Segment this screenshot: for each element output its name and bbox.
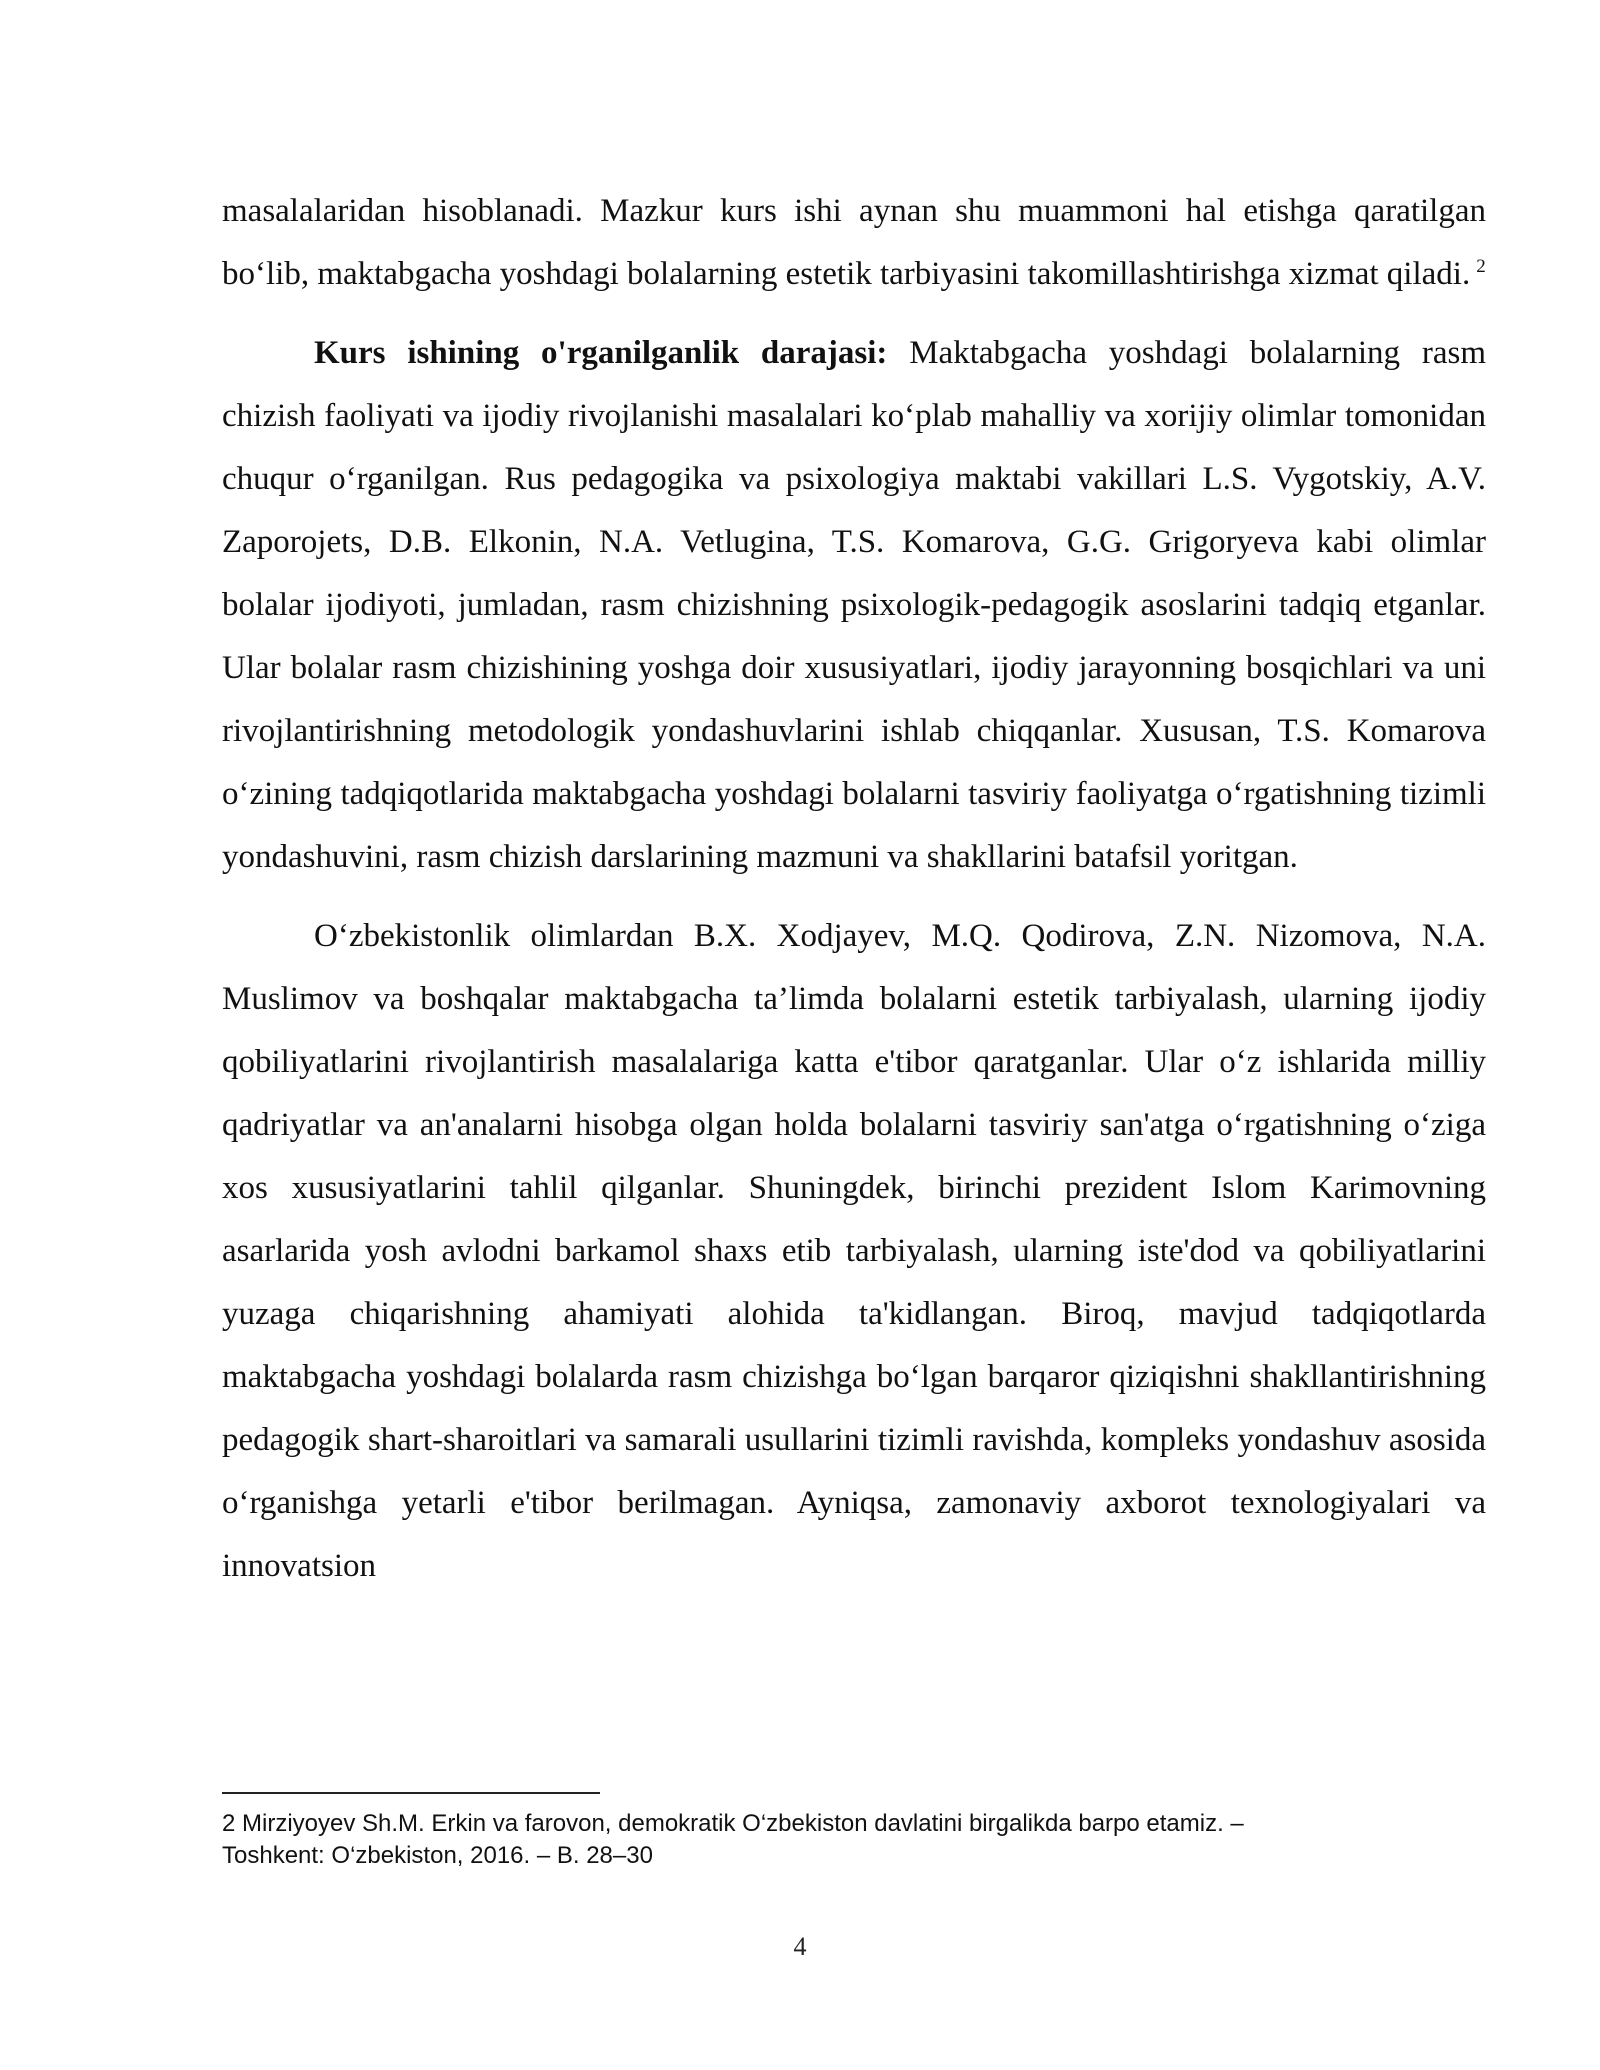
body-text <box>222 180 1486 1598</box>
paragraph-3-text: O‘zbekistonlik olimlardan B.X. Xodjayev, M.Q. Qodirova, Z.N. Nizomova, N.A. Muslimov va boshqalar maktabgacha ta’limda bolalarni estetik tarbiyalash, ularning ijodiy qobiliyatlarini rivojlantirish masalalariga katta e'tibor qaratganlar. Ular o‘z ishlarida milliy qadriyatlar va an'analarni hisobga olgan holda bolalarni tasviriy san'atga o‘rgatishning o‘ziga xos xususiyatlarini tahlil qilganlar. Shuningdek, birinchi prezident Islom Karimovning asarlarida yosh avlodni barkamol shaxs etib tarbiyalash, ularning iste'dod va qobiliyatlarini yuzaga chiqarishning ahamiyati alohida ta'kidlangan. Biroq, mavjud tadqiqotlarda maktabgacha yoshdagi bolalarda rasm chizishga bo‘lgan barqaror qiziqishni shakllantirishning pedagogik shart-sharoitlari va samarali usullarini tizimli ravishda, kompleks yondashuv asosida o‘rganishga yetarli e'tibor berilmagan. Ayniqsa, zamonaviy axborot texnologiyalari va innovatsion <box>222 918 1486 1584</box>
footnote-line-1: 2 Mirziyoyev Sh.M. Erkin va farovon, demokratik O‘zbekiston davlatini birgalikda barpo etamiz. – <box>222 1810 1244 1837</box>
footnote-line-2: Toshkent: O‘zbekiston, 2016. – B. 28–30 <box>222 1842 653 1869</box>
page-number: 4 <box>793 1932 807 1961</box>
paragraph-1-text: masalalaridan hisoblanadi. Mazkur kurs ishi aynan shu muammoni hal etishga qaratilgan bo‘lib, maktabgacha yoshdagi bolalarning estetik tarbiyasini takomillashtirishga xizmat qiladi. <box>222 193 1486 292</box>
footnote-separator <box>222 1792 600 1794</box>
paragraph-3 <box>222 905 1486 1598</box>
footnote <box>222 1808 1422 1872</box>
paragraph-1 <box>222 180 1486 306</box>
paragraph-2 <box>222 322 1486 889</box>
paragraph-2-lead-heading: Kurs ishining o'rganilganlik darajasi: <box>314 335 888 371</box>
paragraph-2-text: Maktabgacha yoshdagi bolalarning rasm chizish faoliyati va ijodiy rivojlanishi masalalari ko‘plab mahalliy va xorijiy olimlar tomonidan chuqur o‘rganilgan. Rus pedagogika va psixologiya maktabi vakillari L.S. Vygotskiy, A.V. Zaporojets, D.B. Elkonin, N.A. Vetlugina, T.S. Komarova, G.G. Grigoryeva kabi olimlar bolalar ijodiyoti, jumladan, rasm chizishning psixologik-pedagogik asoslarini tadqiq etganlar. Ular bolalar rasm chizishining yoshga doir xususiyatlari, ijodiy jarayonning bosqichlari va uni rivojlantirishning metodologik yondashuvlarini ishlab chiqqanlar. Xususan, T.S. Komarova o‘zining tadqiqotlarida maktabgacha yoshdagi bolalarni tasviriy faoliyatga o‘rgatishning tizimli yondashuvini, rasm chizish darslarining mazmuni va shakllarini batafsil yoritgan. <box>222 335 1486 875</box>
footnote-reference: 2 <box>1476 256 1486 277</box>
